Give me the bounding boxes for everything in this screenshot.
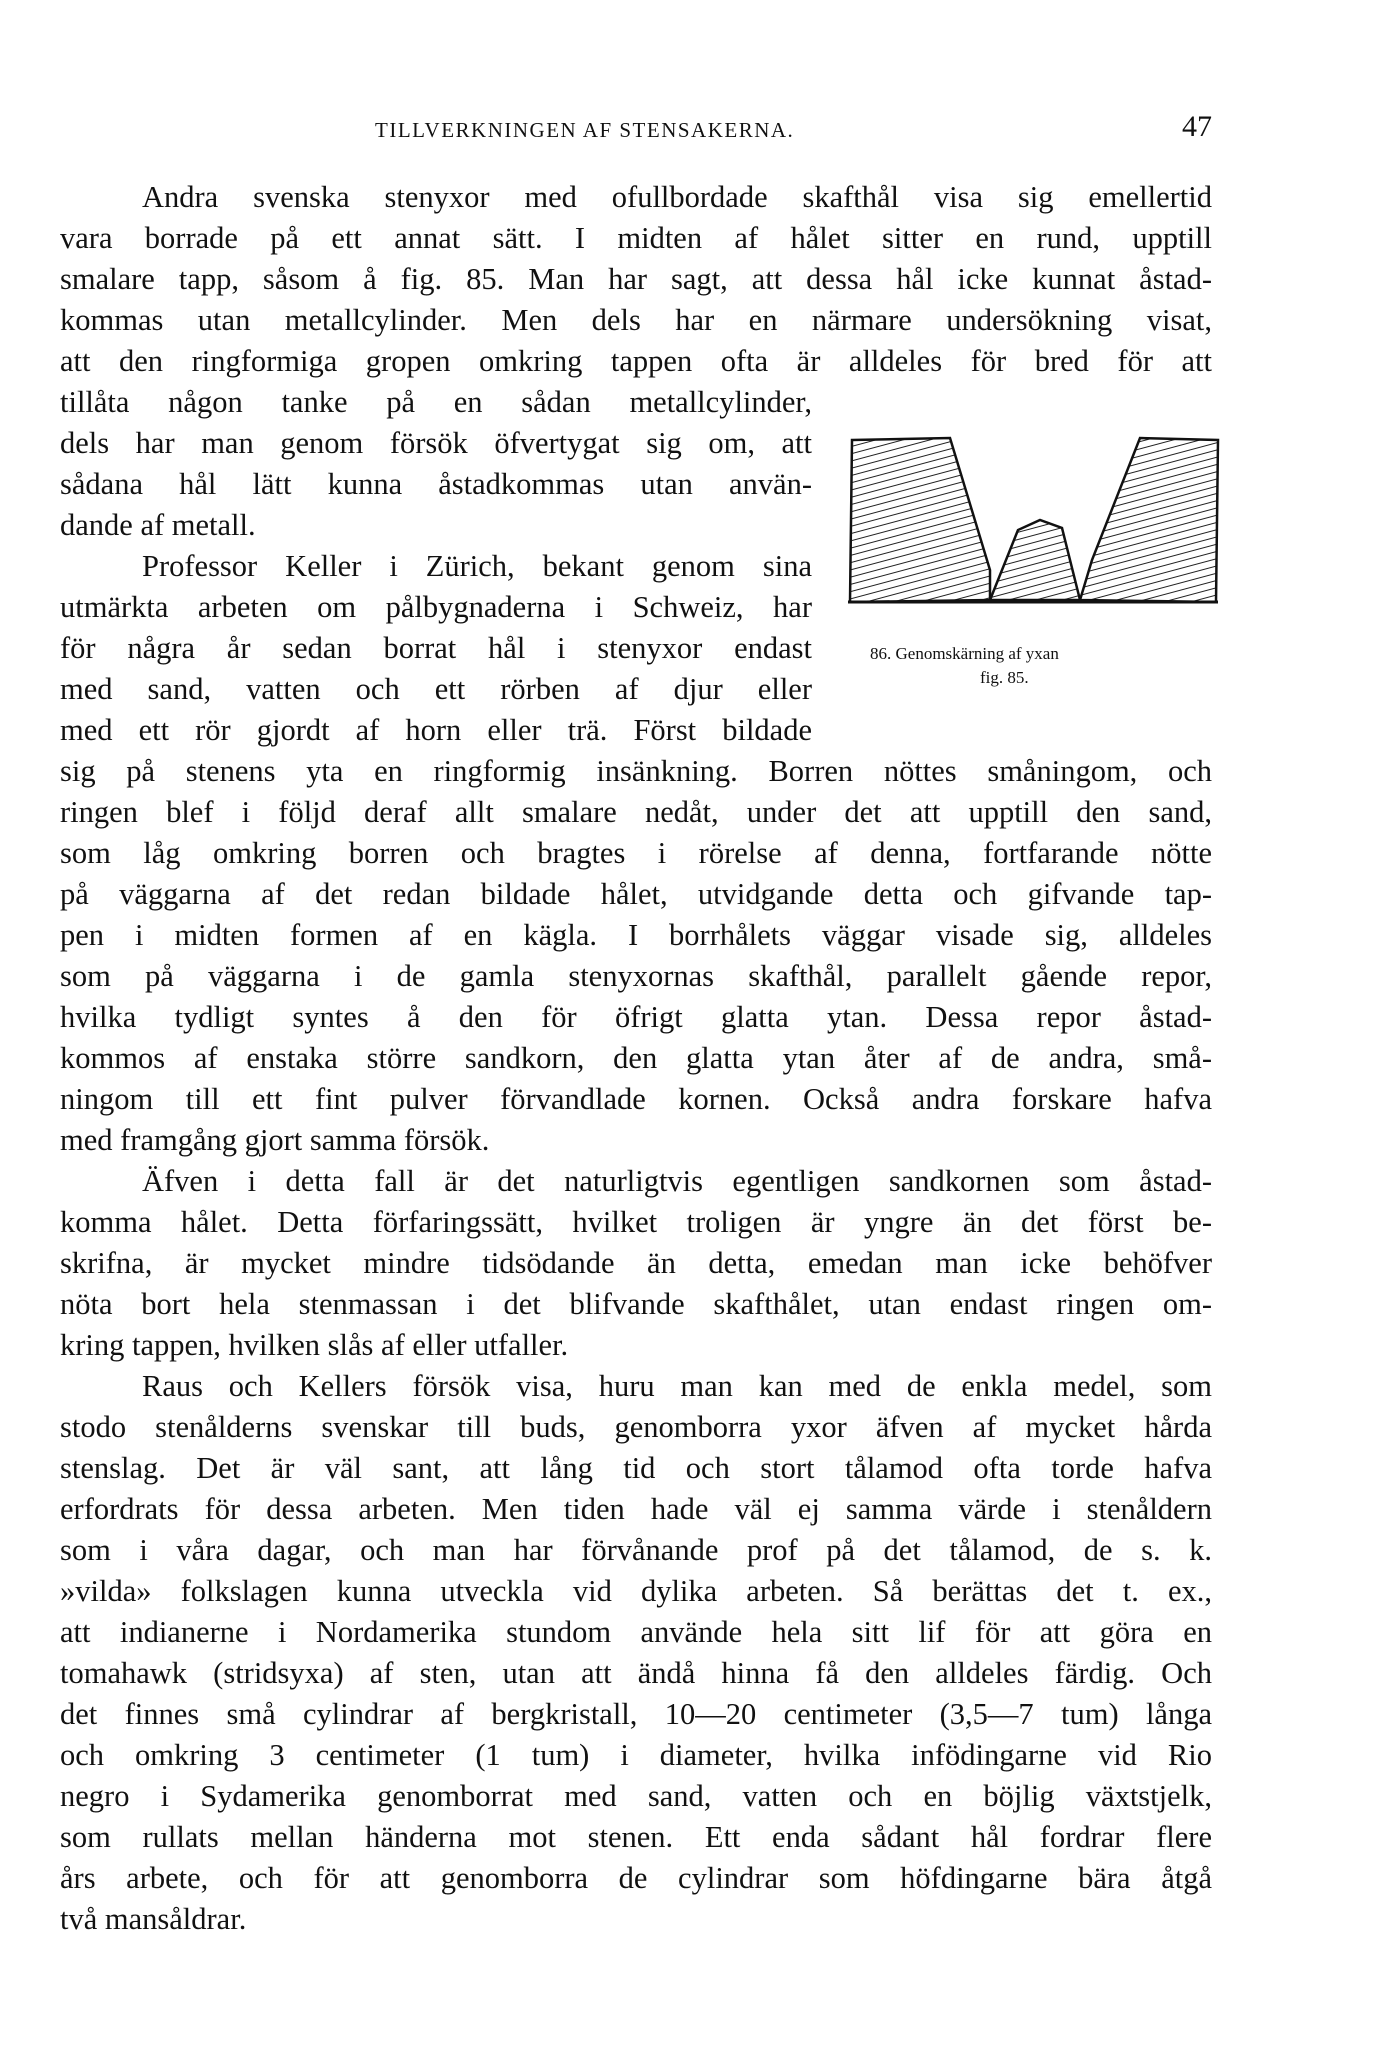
figure-caption: 86. Genomskärning af yxan (870, 644, 1059, 663)
text-line: sådana hål lätt kunna åstadkommas utan använ- (60, 467, 812, 501)
text-line: kommos af enstaka större sandkorn, den glatta ytan åter af de andra, små- (60, 1041, 1212, 1075)
text-line: hvilka tydligt syntes å den för öfrigt glatta ytan. Dessa repor åstad- (60, 1000, 1212, 1034)
text-line: kommas utan metallcylinder. Men dels har en närmare undersökning visat, (60, 303, 1212, 337)
text-line: att den ringformiga gropen omkring tappen ofta är alldeles för bred för att (60, 344, 1212, 378)
text-line: som rullats mellan händerna mot stenen. Ett enda sådant hål fordrar flere (60, 1820, 1212, 1854)
text-line: dande af metall. (60, 508, 256, 542)
text-line: som i våra dagar, och man har förvånande prof på det tålamod, de s. k. (60, 1533, 1212, 1567)
text-line: som låg omkring borren och bragtes i rörelse af denna, fortfarande nötte (60, 836, 1212, 870)
text-line: sig på stenens yta en ringformig insänkning. Borren nöttes småningom, och (60, 754, 1212, 788)
text-line: med framgång gjort samma försök. (60, 1123, 490, 1157)
page-header (60, 110, 1212, 150)
text-line: som på väggarna i de gamla stenyxornas skafthål, parallelt gående repor, (60, 959, 1212, 993)
text-line: pen i midten formen af en kägla. I borrhålets väggar visade sig, alldeles (60, 918, 1212, 952)
text-line: med ett rör gjordt af horn eller trä. Först bildade (60, 713, 812, 747)
text-line: utmärkta arbeten om pålbygnaderna i Schweiz, har (60, 590, 812, 624)
text-line: kring tappen, hvilken slås af eller utfaller. (60, 1328, 569, 1362)
text-line: vara borrade på ett annat sätt. I midten af hålet sitter en rund, upptill (60, 221, 1212, 255)
text-line: negro i Sydamerika genomborrat med sand, vatten och en böjlig växtstjelk, (60, 1779, 1212, 1813)
text-line: och omkring 3 centimeter (1 tum) i diameter, hvilka infödingarne vid Rio (60, 1738, 1212, 1772)
text-line: att indianerne i Nordamerika stundom använde hela sitt lif för att göra en (60, 1615, 1212, 1649)
page-number: 47 (1182, 110, 1212, 143)
text-line: tomahawk (stridsyxa) af sten, utan att ändå hinna få den alldeles färdig. Och (60, 1656, 1212, 1690)
text-line: Äfven i detta fall är det naturligtvis egentligen sandkornen som åstad- (142, 1164, 1212, 1198)
text-line: smalare tapp, såsom å fig. 85. Man har sagt, att dessa hål icke kunnat åstad- (60, 262, 1212, 296)
running-head: TILLVERKNINGEN AF STENSAKERNA. (375, 118, 795, 142)
text-line: skrifna, är mycket mindre tidsödande än detta, emedan man icke behöfver (60, 1246, 1212, 1280)
text-line: dels har man genom försök öfvertygat sig om, att (60, 426, 812, 460)
text-line: »vilda» folkslagen kunna utveckla vid dylika arbeten. Så berättas det t. ex., (60, 1574, 1212, 1608)
text-line: för några år sedan borrat hål i stenyxor endast (60, 631, 812, 665)
text-line: två mansåldrar. (60, 1902, 247, 1936)
figure-caption-continued: fig. 85. (980, 668, 1029, 687)
text-line: det finnes små cylindrar af bergkristall, 10—20 centimeter (3,5—7 tum) långa (60, 1697, 1212, 1731)
text-line: med sand, vatten och ett rörben af djur eller (60, 672, 812, 706)
text-line: erfordrats för dessa arbeten. Men tiden hade väl ej samma värde i stenåldern (60, 1492, 1212, 1526)
text-line: Raus och Kellers försök visa, huru man kan med de enkla medel, som (142, 1369, 1212, 1403)
figure-86 (840, 420, 1220, 705)
text-line: på väggarna af det redan bildade hålet, utvidgande detta och gifvande tap- (60, 877, 1212, 911)
text-line: års arbete, och för att genomborra de cylindrar som höfdingarne bära åtgå (60, 1861, 1212, 1895)
text-line: tillåta någon tanke på en sådan metallcylinder, (60, 385, 812, 419)
text-line: ningom till ett fint pulver förvandlade kornen. Också andra forskare hafva (60, 1082, 1212, 1116)
text-line: Andra svenska stenyxor med ofullbordade skafthål visa sig emellertid (142, 180, 1212, 214)
text-line: komma hålet. Detta förfaringssätt, hvilket troligen är yngre än det först be- (60, 1205, 1212, 1239)
text-line: ringen blef i följd deraf allt smalare nedåt, under det att upptill den sand, (60, 795, 1212, 829)
axe-cross-section-illustration (840, 420, 1220, 640)
text-line: stodo stenålderns svenskar till buds, genomborra yxor äfven af mycket hårda (60, 1410, 1212, 1444)
text-line: nöta bort hela stenmassan i det blifvande skafthålet, utan endast ringen om- (60, 1287, 1212, 1321)
text-line: stenslag. Det är väl sant, att lång tid och stort tålamod ofta torde hafva (60, 1451, 1212, 1485)
text-line: Professor Keller i Zürich, bekant genom sina (142, 549, 812, 583)
